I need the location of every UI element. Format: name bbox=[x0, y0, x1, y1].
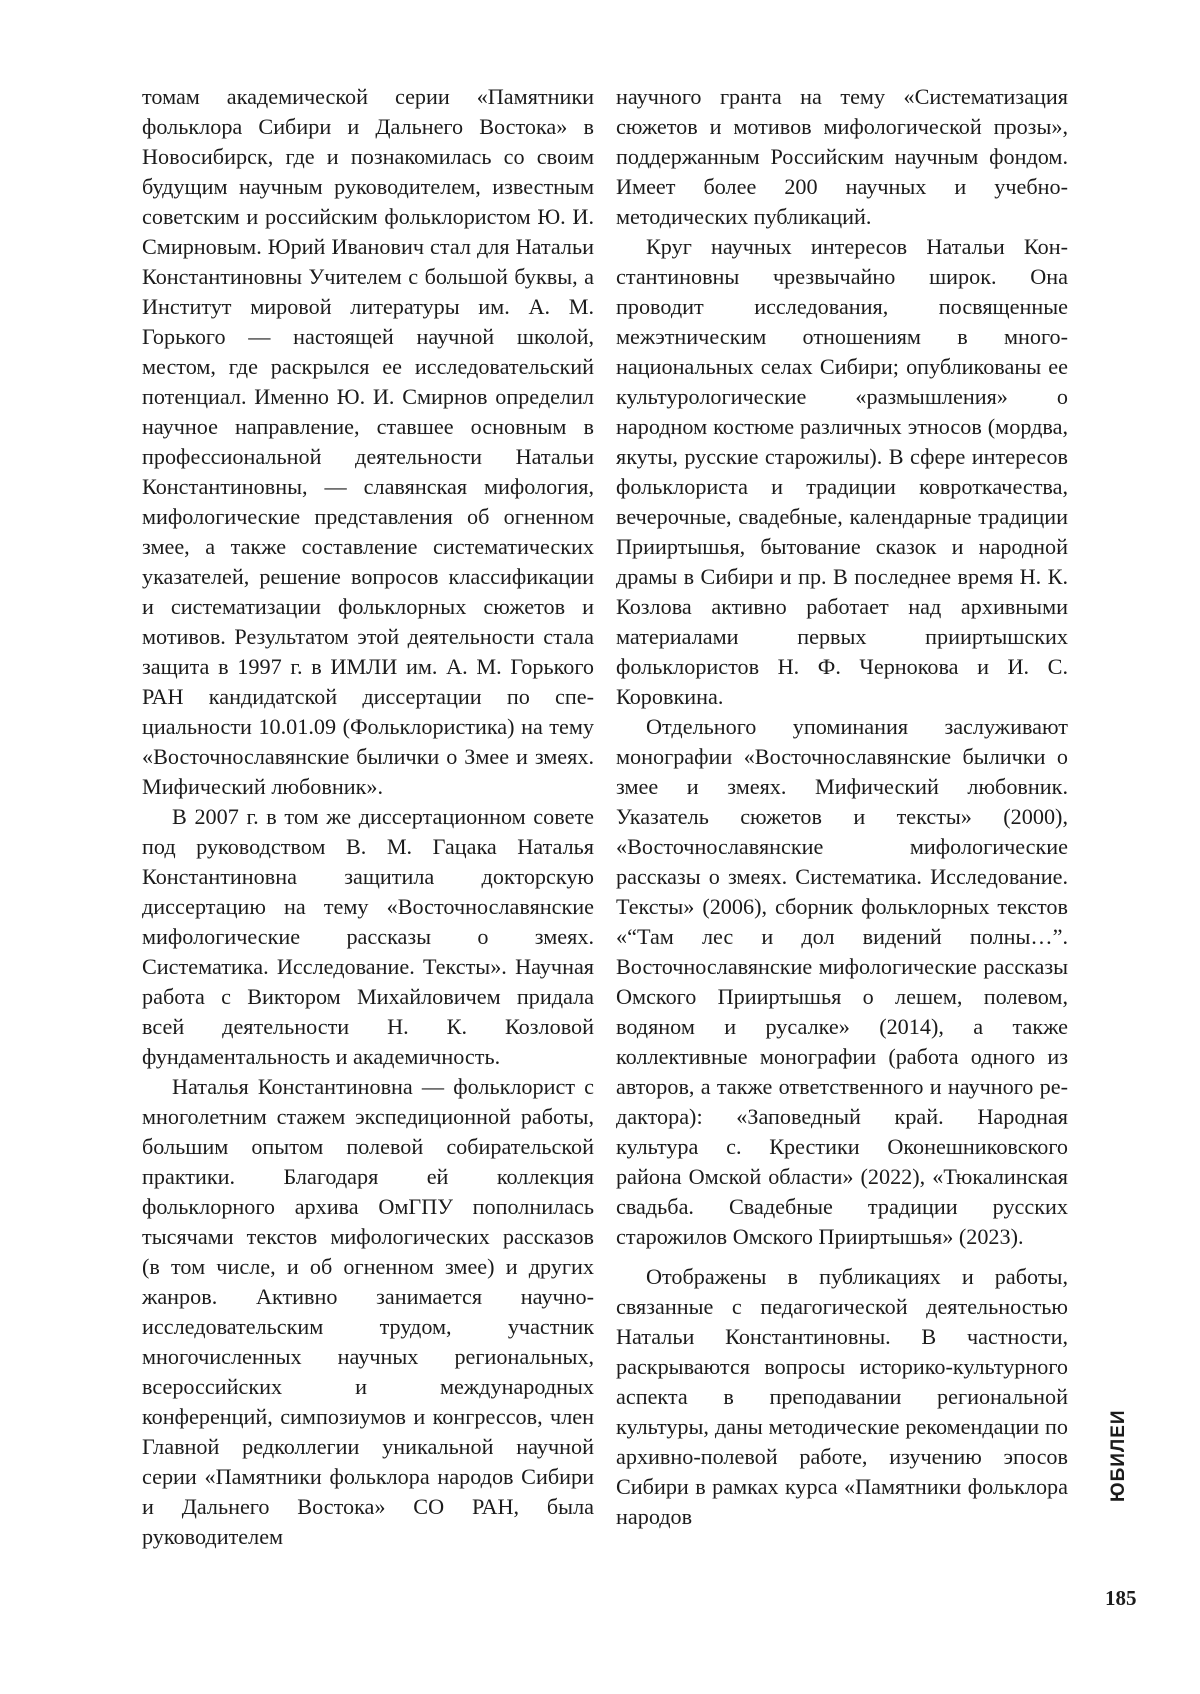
right-paragraph-2: Круг научных интересов Натальи Константиновны чрезвычайно широк. Она проводит исследования, посвященные межэтническим отношениям в многонациональных селах Сибири; опубликованы ее культурологические «размышления» о народном костюме различных этносов (мордва, якуты, русские старожилы). В сфере интересов фольклориста и традиции ковроткачества, вечерочные, свадебные, календарные традиции Прииртышья, бытование сказок и народной драмы в Сибири и пр. В последнее время Н. К. Козлова активно работает над архивными материалами первых прииртышских фольклористов Н. Ф. Чернокова и И. С. Коровкина. bbox=[616, 234, 1068, 709]
left-paragraph-1: томам академической серии «Памятники фольклора Сибири и Дальнего Востока» в Новосибирск, где и познакомилась со своим будущим научным руководителем, известным советским и российским фольклористом Ю. И. Смирновым. Юрий Иванович стал для Натальи Константиновны Учителем с большой буквы, а Институт мировой литературы им. А. М. Горького — настоящей научной школой, местом, где раскрылся ее исследовательский потенциал. Именно Ю. И. Смирнов определил научное направление, ставшее основным в профессиональной деятельности Натальи Константиновны, — славянская мифология, мифологические представления об огненном змее, а также составление систематических указателей, решение вопросов классификации и систематизации фольклорных сюжетов и мотивов. Результатом этой деятельности стала защита в 1997 г. в ИМЛИ им. А. М. Горького РАН кандидатской диссертации по специальности 10.01.09 (Фольклористика) на тему «Восточнославянские былички о Змее и змеях. Мифический любовник». bbox=[142, 84, 594, 799]
right-column bbox=[616, 82, 1068, 1532]
left-paragraph-2: В 2007 г. в том же диссертационном совете под руководством В. М. Гацака Наталья Константиновна защитила докторскую диссертацию на тему «Восточнославянские мифологические рассказы о змеях. Систематика. Исследование. Тексты». Научная работа с Виктором Михайловичем придала всей деятельности Н. К. Козловой фундаментальность и академичность. bbox=[142, 804, 594, 1069]
left-paragraph-3: Наталья Константиновна — фольклорист с многолетним стажем экспедиционной работы, большим опытом полевой собирательской практики. Благодаря ей коллекция фольклорного архива ОмГПУ пополнилась тысячами текстов мифологических рассказов (в том числе, и об огненном змее) и других жанров. Активно занимается научно-исследовательским трудом, участник многочисленных научных региональных, всероссийских и международных конференций, симпозиумов и конгрессов, член Главной редколлегии уникальной научной серии «Памятники фольклора народов Сибири и Дальнего Востока» СО РАН, была руководителем bbox=[142, 1074, 594, 1549]
right-paragraph-3: Отдельного упоминания заслуживают монографии «Восточнославянские былички о змее и змеях. Мифический любовник. Указатель сюжетов и тексты» (2000), «Восточнославянские мифологические рассказы о змеях. Систематика. Исследование. Тексты» (2006), сборник фольклорных текстов «“Там лес и дол видений полны…”. Восточнославянские мифологические рассказы Омского Прииртышья о лешем, полевом, водяном и русалке» (2014), а также коллективные монографии (работа одного из авторов, а также ответственного и научного редактора): «Заповедный край. Народная культура с. Крестики Оконешниковского района Омской области» (2022), «Тюкалинская свадьба. Свадебные традиции русских старожилов Омского Прииртышья» (2023). bbox=[616, 714, 1068, 1249]
section-label: ЮБИЛЕИ bbox=[1108, 1409, 1129, 1502]
page-number: 185 bbox=[1105, 1586, 1137, 1610]
left-column bbox=[142, 82, 594, 1552]
right-paragraph-1: научного гранта на тему «Систематизация сюжетов и мотивов мифологической прозы», поддержанным Российским научным фондом. Имеет более 200 научных и учебно-методических публикаций. bbox=[616, 84, 1068, 229]
right-paragraph-4: Отображены в публикациях и работы, связанные с педагогической деятельностью Натальи Константиновны. В частности, раскрываются вопросы историко-культурного аспекта в преподавании региональной культуры, даны методические рекомендации по архивно-полевой работе, изучению эпосов Сибири в рамках курса «Памятники фольклора народов bbox=[616, 1264, 1068, 1529]
